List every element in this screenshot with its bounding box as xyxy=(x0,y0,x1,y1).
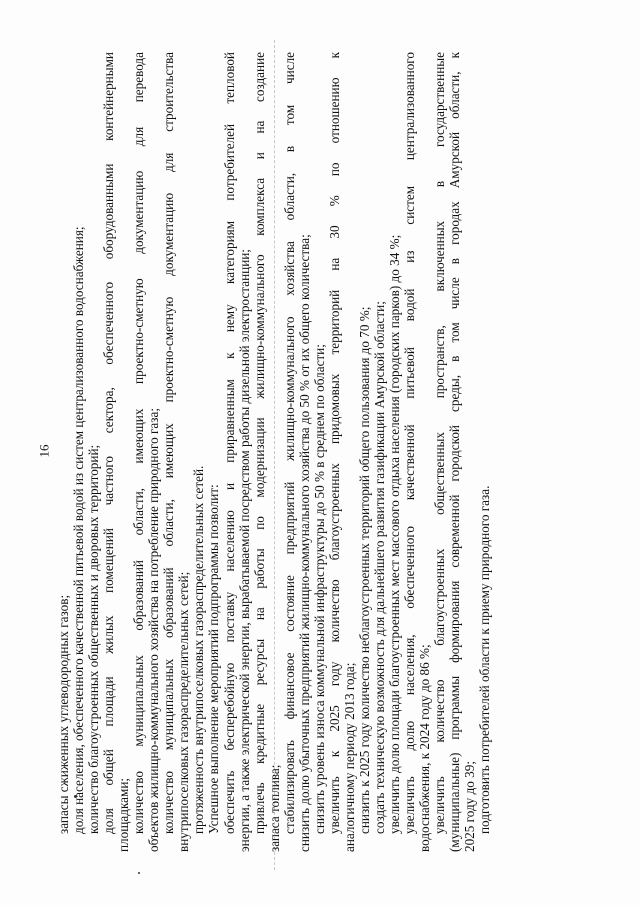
scan-speck xyxy=(138,872,140,874)
text-line: доля населения, обеспеченного качественной питьевой водой из систем централизованного водоснабжения; xyxy=(71,226,87,834)
text-line: снизить к 2025 году количество неблагоустроенных территорий общего пользования до 70 %; xyxy=(356,306,372,834)
page-number: 16 xyxy=(36,444,52,458)
text-line: запаса топлива; xyxy=(266,764,282,852)
text-line: снизить уровень износа коммунальной инфраструктуры до 50 % в среднем по области; xyxy=(311,344,327,834)
rotated-text-block xyxy=(56,52,492,852)
text-line: привлечь кредитные ресурсы на работы по модернизации жилищно-коммунального комплекса и на создание xyxy=(251,52,267,834)
text-line: энергии, а также электрической энергии, вырабатываемой посредством работы дизельной электростанции; xyxy=(236,249,252,852)
text-line: увеличить долю площади благоустроенных мест массового отдыха населения (городских парков) до 34 %; xyxy=(387,234,403,834)
text-line: создать техническую возможность для дальнейшего развития газификации Амурской области; xyxy=(371,301,387,834)
text-line: стабилизировать финансовое состояние предприятий жилищно-коммунального хозяйства области, в том числе xyxy=(281,52,297,834)
text-line: внутрипоселковых газораспределительных сетей; xyxy=(176,571,192,852)
text-line: увеличить количество благоустроенных общественных пространств, включенных в государственные xyxy=(432,52,448,834)
text-line: (муниципальные) программы формирования современной городской среды, в том числе в городах Амурской области, к xyxy=(447,52,463,852)
text-line: доля общей площади жилых помещений частного сектора, обеспеченного оборудованными контейнерными xyxy=(101,52,117,834)
text-line: количество муниципальных образований области, имеющих проектно-сметную документацию для строительства xyxy=(161,52,177,834)
text-line: увеличить к 2025 году количество благоустроенных придомовых территорий на 30 % по отношению к xyxy=(326,52,342,834)
text-line: подготовить потребителей области к приему природного газа. xyxy=(477,485,493,834)
text-line: аналогичному периоду 2013 года; xyxy=(341,662,357,852)
text-line: количество муниципальных образований области, имеющих проектно-сметную документацию для перевода xyxy=(131,52,147,834)
text-line: снизить долю убыточных предприятий жилищно-коммунального хозяйства до 50 % от их общего количества; xyxy=(296,234,312,852)
text-line: протяженность внутрипоселковых газораспределительных сетей. xyxy=(191,465,207,834)
text-line: площадками; xyxy=(116,777,132,852)
text-line: объектов жилищно-коммунального хозяйства на потребление природного газа; xyxy=(146,407,162,852)
text-line: увеличить долю населения, обеспеченного качественной питьевой водой из систем централизованного xyxy=(402,52,418,834)
text-line: водоснабжения, к 2024 году до 86 %; xyxy=(417,644,433,852)
text-line: обеспечить бесперебойную поставку населению и приравненным к нему категориям потребителей тепловой xyxy=(221,52,237,834)
text-line: количество благоустроенных общественных и дворовых территорий; xyxy=(86,444,102,834)
text-line: Успешное выполнение мероприятий подпрограммы позволит: xyxy=(206,484,222,834)
text-line: 2025 году до 39; xyxy=(462,760,478,852)
text-line: запасы сжиженных углеводородных газов; xyxy=(56,594,71,834)
